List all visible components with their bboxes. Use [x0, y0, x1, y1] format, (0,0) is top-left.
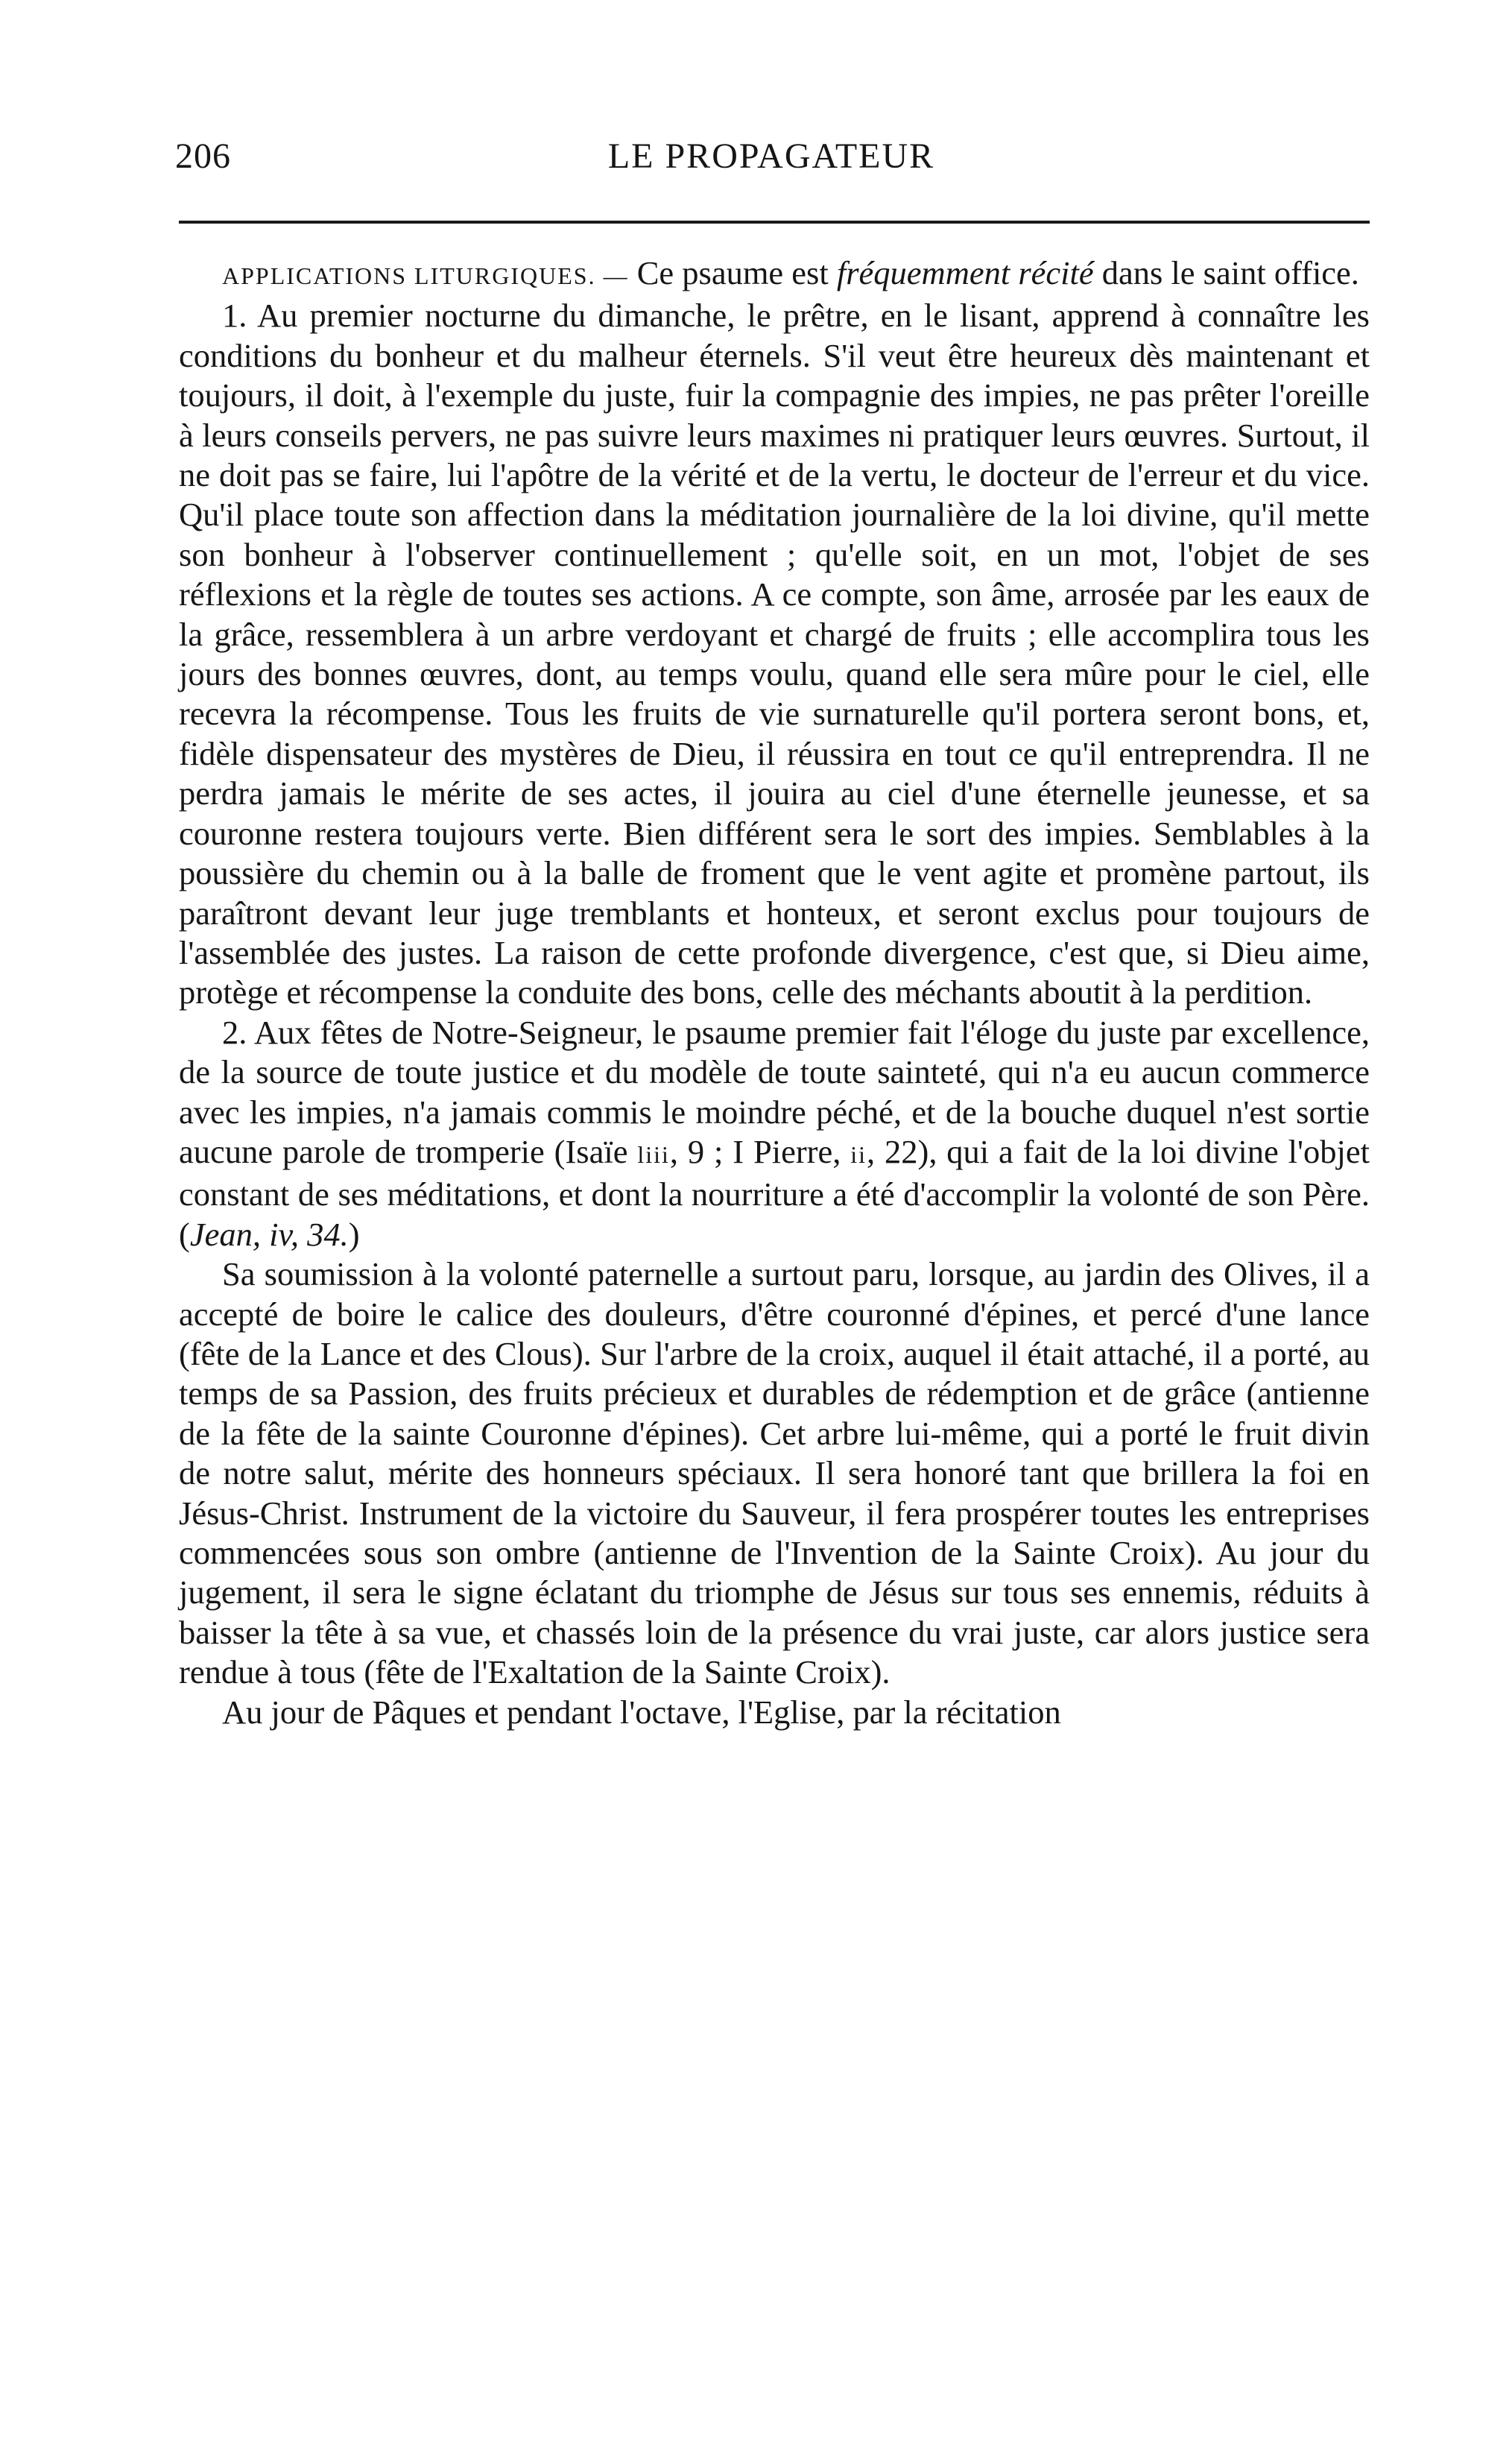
paragraph-3: Sa soumission à la volonté paternelle a surtout paru, lorsque, au jardin des Olives, il a accepté de boire le calice des douleurs, d'être couronné d'épines, et percé d'une lance (fête de la Lance et des Clous). Sur l'arbre de la croix, auquel il était attaché, il a porté, au temps de sa Passion, des fruits précieux et durables de rédemption et de grâce (antienne de la fête de la sainte Couronne d'épines). Cet arbre lui-même, qui a porté le fruit divin de notre salut, mérite des honneurs spéciaux. Il sera honoré tant que brillera la foi en Jésus-Christ. Instrument de la victoire du Sauveur, il fera prospérer toutes les entreprises commencées sous son ombre (antienne de l'Invention de la Sainte Croix). Au jour du jugement, il sera le signe éclatant du triomphe de Jésus sur tous ses ennemis, réduits à baisser la tête à sa vue, et chassés loin de la présence du vrai juste, car alors justice sera rendue à tous (fête de l'Exaltation de la Sainte Croix).: [179, 1255, 1370, 1691]
paragraph-4: Au jour de Pâques et pendant l'octave, l'Eglise, par la récitation: [222, 1693, 1061, 1731]
intro-text: Ce psaume est: [628, 254, 837, 291]
page-number: 206: [175, 136, 231, 176]
intro-italic: fréquemment récité: [836, 254, 1094, 291]
header-rule: [179, 221, 1370, 224]
running-title: LE PROPAGATEUR: [607, 136, 935, 176]
paragraph-2-text-a: 2. Aux fêtes de Notre-Seigneur, le psaume premier fait l'éloge du juste par excellence, de la source de toute justice et du modèle de toute sainteté, qui n'a eu aucun commerce avec les impies, n'a jamais commis le moindre péché, et de la bouche duquel n'est sortie aucune parole de tromperie (Isaïe: [179, 1013, 1370, 1170]
intro-text-end: dans le saint office.: [1093, 254, 1359, 291]
section-heading: APPLICATIONS LITURGIQUES. —: [222, 262, 629, 289]
paragraph-2-text-b: , 9 ; I Pierre,: [669, 1132, 851, 1170]
scripture-ref-jean: Jean, iv, 34.: [189, 1215, 349, 1253]
paragraph-1: 1. Au premier nocturne du dimanche, le prêtre, en le lisant, apprend à connaître les conditions du bonheur et du malheur éternels. S'il veut être heureux dès maintenant et toujours, il doit, à l'exemple du juste, fuir la compagnie des impies, ne pas prêter l'oreille à leurs conseils pervers, ne pas suivre leurs maximes ni pratiquer leurs œuvres. Surtout, il ne doit pas se faire, lui l'apôtre de la vérité et de la vertu, le docteur de l'erreur et du vice. Qu'il place toute son affection dans la méditation journalière de la loi divine, qu'il mette son bonheur à l'observer continuellement ; qu'elle soit, en un mot, l'objet de ses réflexions et la règle de toutes ses actions. A ce compte, son âme, arrosée par les eaux de la grâce, ressemblera à un arbre verdoyant et chargé de fruits ; elle accomplira tous les jours des bonnes œuvres, dont, au temps voulu, quand elle sera mûre pour le ciel, elle recevra la récompense. Tous les fruits de vie surnaturelle qu'il portera seront bons, et, fidèle dispensateur des mystères de Dieu, il réussira en tout ce qu'il entreprendra. Il ne perdra jamais le mérite de ses actes, il jouira au ciel d'une éternelle jeunesse, et sa couronne restera toujours verte. Bien différent sera le sort des impies. Semblables à la poussière du chemin ou à la balle de froment que le vent agite et promène partout, ils paraîtront devant leur juge tremblants et honteux, et seront exclus pour toujours de l'assemblée des justes. La raison de cette profonde divergence, c'est que, si Dieu aime, protège et récompense la conduite des bons, celle des méchants aboutit à la perdition.: [179, 297, 1370, 1011]
paragraph-2: [179, 1013, 1370, 1254]
page-header: [175, 136, 1367, 188]
paragraph-2-text-c: , 22), qui a fait de la loi divine l'objet constant de ses méditations, et dont la nourriture a été d'accomplir la volonté de son Père. (: [179, 1132, 1370, 1253]
scripture-ref-isaie: liii: [637, 1140, 670, 1168]
paragraph-2-text-d: ): [348, 1215, 360, 1253]
body-text: [179, 253, 1370, 1732]
intro-paragraph: [179, 253, 1370, 296]
scripture-ref-pierre: ii: [850, 1140, 867, 1168]
